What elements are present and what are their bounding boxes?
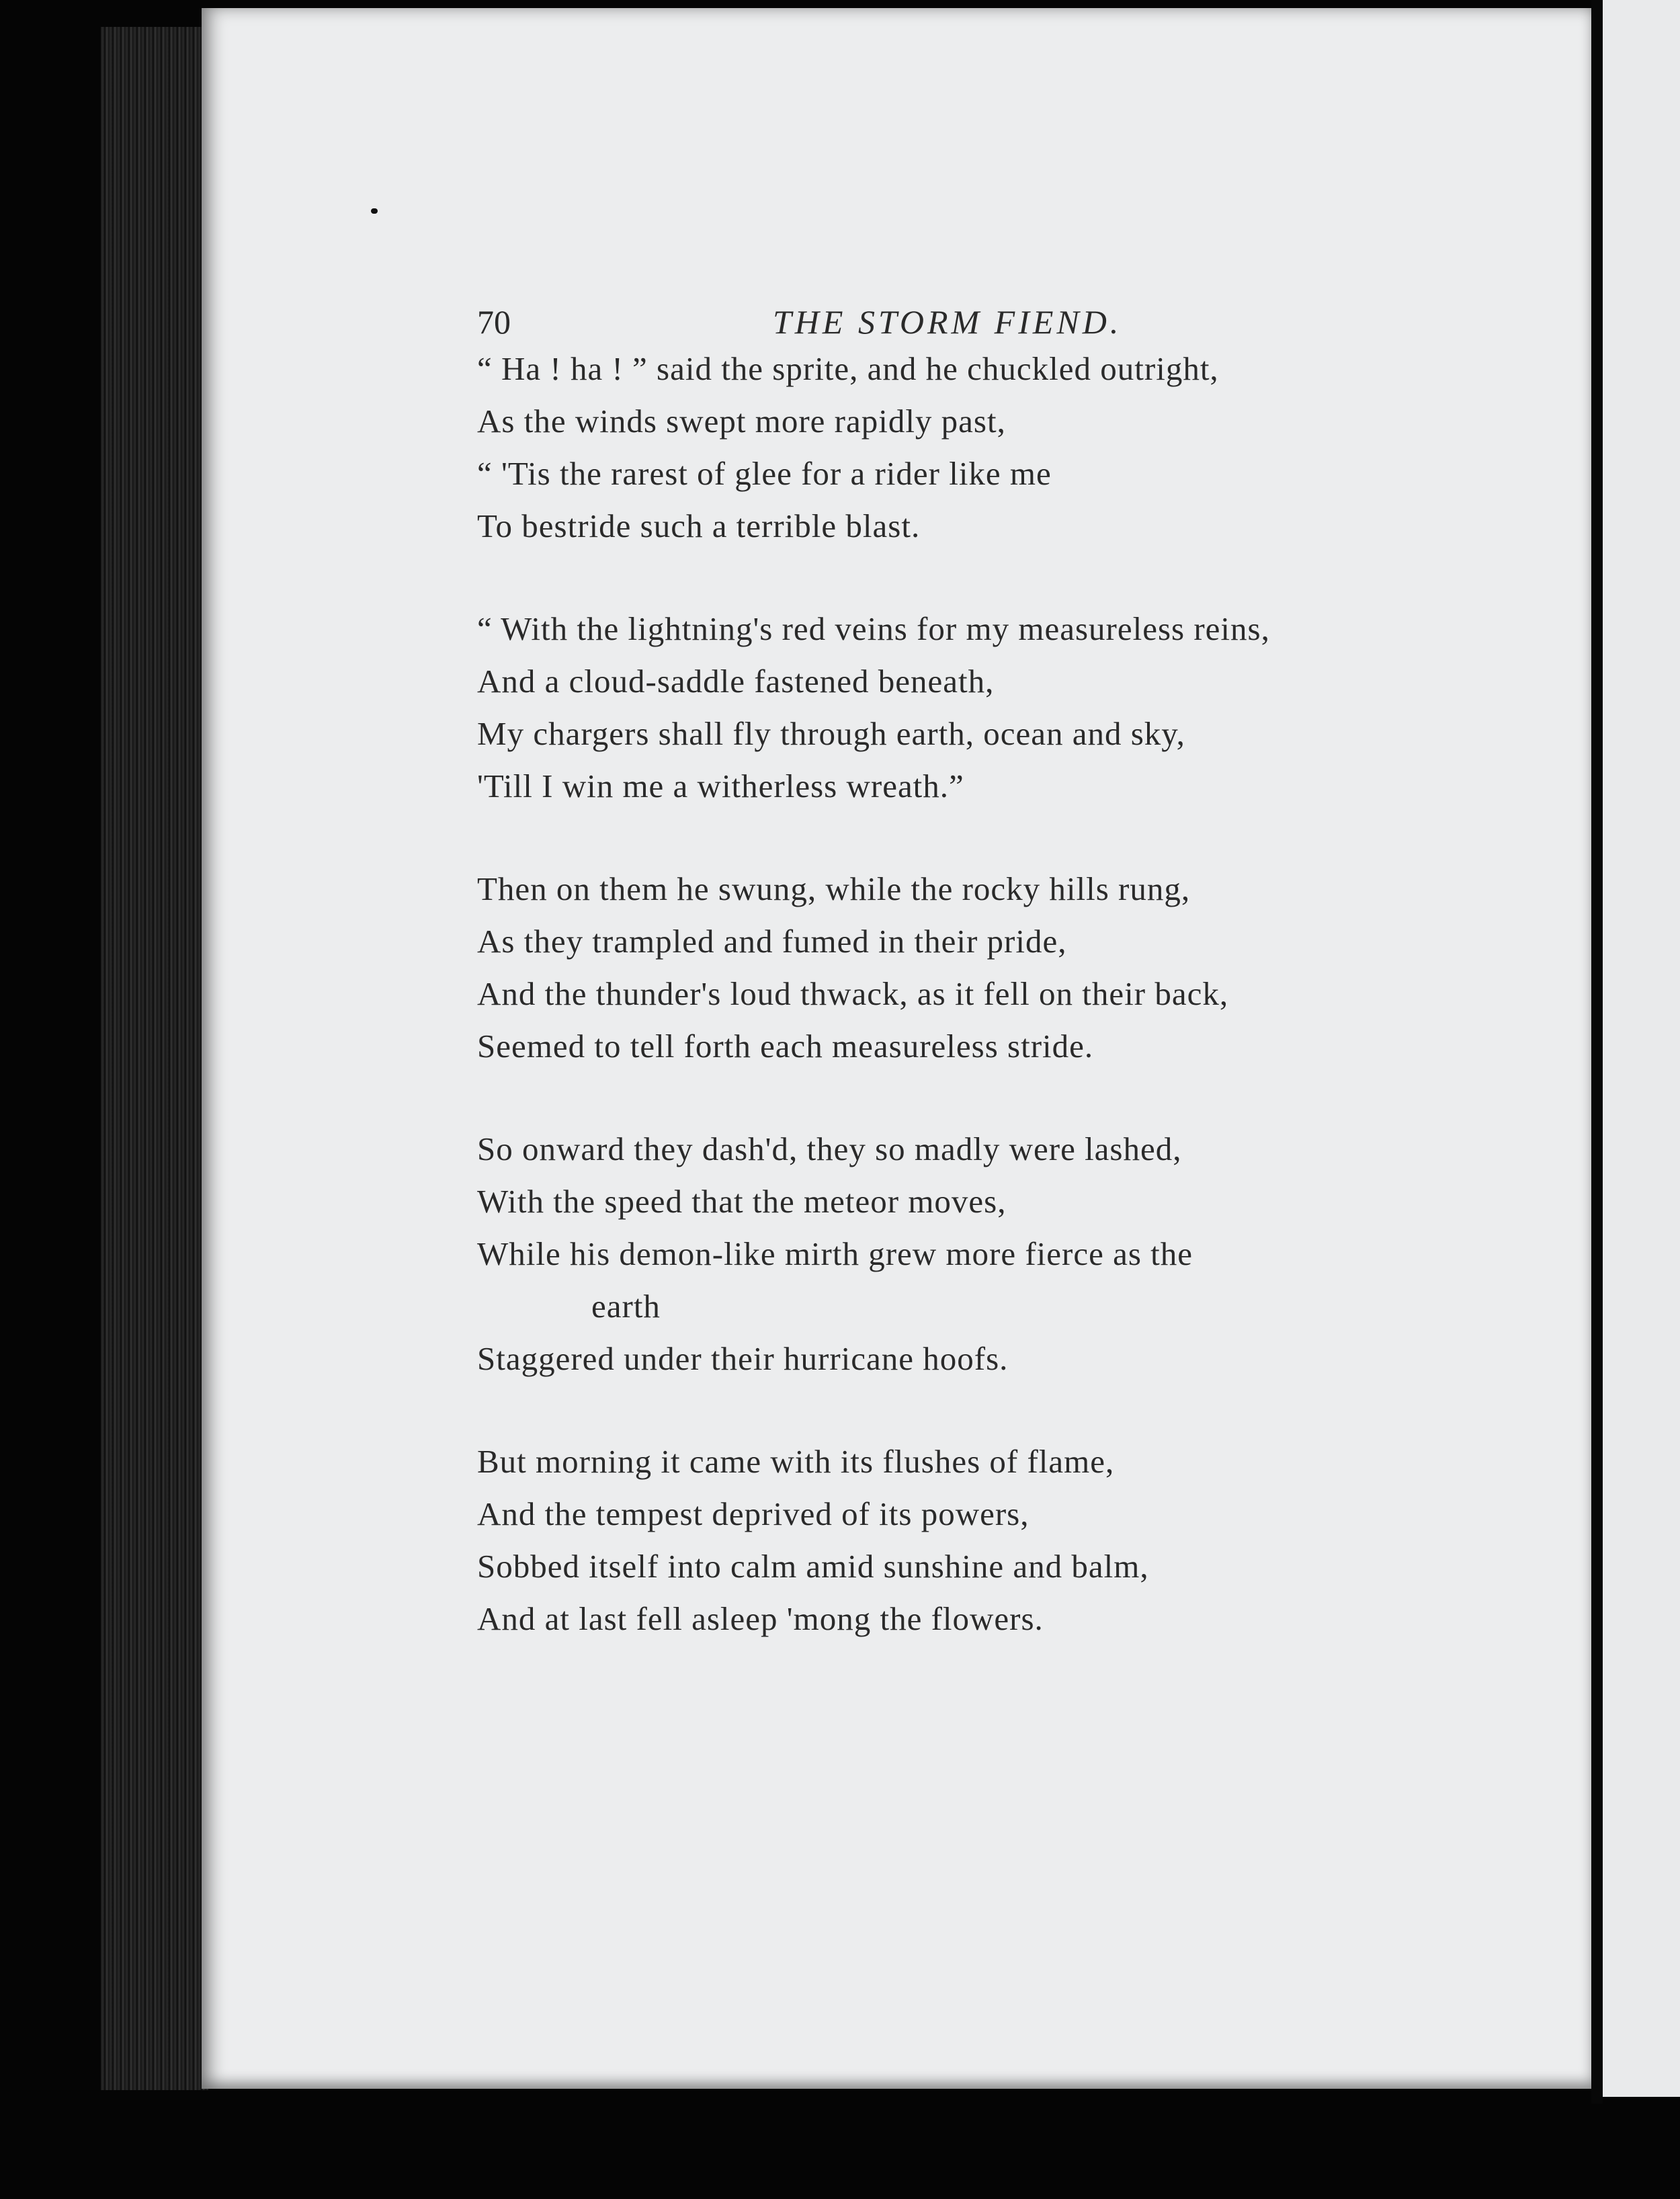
verse-line: And at last fell asleep 'mong the flowers. <box>477 1600 1044 1637</box>
page-number: 70 <box>477 303 511 341</box>
verse-line: And the tempest deprived of its powers, <box>477 1495 1030 1532</box>
verse-line-continuation: earth <box>591 1288 661 1325</box>
running-title: THE STORM FIEND. <box>773 303 1122 341</box>
stanza <box>477 1123 1431 1385</box>
verse-line: And the thunder's loud thwack, as it fell on their back, <box>477 975 1229 1012</box>
stanza <box>477 603 1431 813</box>
gutter-shadow <box>1591 0 1603 2104</box>
page-edges <box>101 27 208 2090</box>
verse-line: As they trampled and fumed in their pride, <box>477 923 1067 960</box>
verse-line: While his demon-like mirth grew more fierce as the <box>477 1235 1193 1272</box>
stanza <box>477 343 1431 552</box>
page-header <box>477 282 1431 343</box>
verse-line: My chargers shall fly through earth, ocean and sky, <box>477 715 1185 752</box>
verse-line: 'Till I win me a witherless wreath.” <box>477 767 964 804</box>
verse-line: “ 'Tis the rarest of glee for a rider like me <box>477 455 1052 492</box>
verse-line: Sobbed itself into calm amid sunshine and balm, <box>477 1548 1149 1585</box>
verse-line: “ Ha ! ha ! ” said the sprite, and he chuckled outright, <box>477 350 1219 387</box>
verse-line: But morning it came with its flushes of flame, <box>477 1443 1115 1480</box>
verse-line: So onward they dash'd, they so madly were lashed, <box>477 1130 1182 1167</box>
page-content <box>477 282 1431 1696</box>
verse-line: Then on them he swung, while the rocky hills rung, <box>477 870 1191 907</box>
verse-line: “ With the lightning's red veins for my measureless reins, <box>477 610 1270 647</box>
stanza <box>477 863 1431 1073</box>
verse-line: Seemed to tell forth each measureless stride. <box>477 1028 1094 1065</box>
verse-line: As the winds swept more rapidly past, <box>477 403 1006 440</box>
verse-line: And a cloud-saddle fastened beneath, <box>477 663 995 700</box>
verse-line: Staggered under their hurricane hoofs. <box>477 1340 1009 1377</box>
verse-line: To bestride such a terrible blast. <box>477 507 921 544</box>
verse-line: With the speed that the meteor moves, <box>477 1183 1007 1220</box>
stanza <box>477 1436 1431 1645</box>
scan-speck <box>371 208 378 214</box>
facing-page-edge <box>1603 0 1680 2097</box>
